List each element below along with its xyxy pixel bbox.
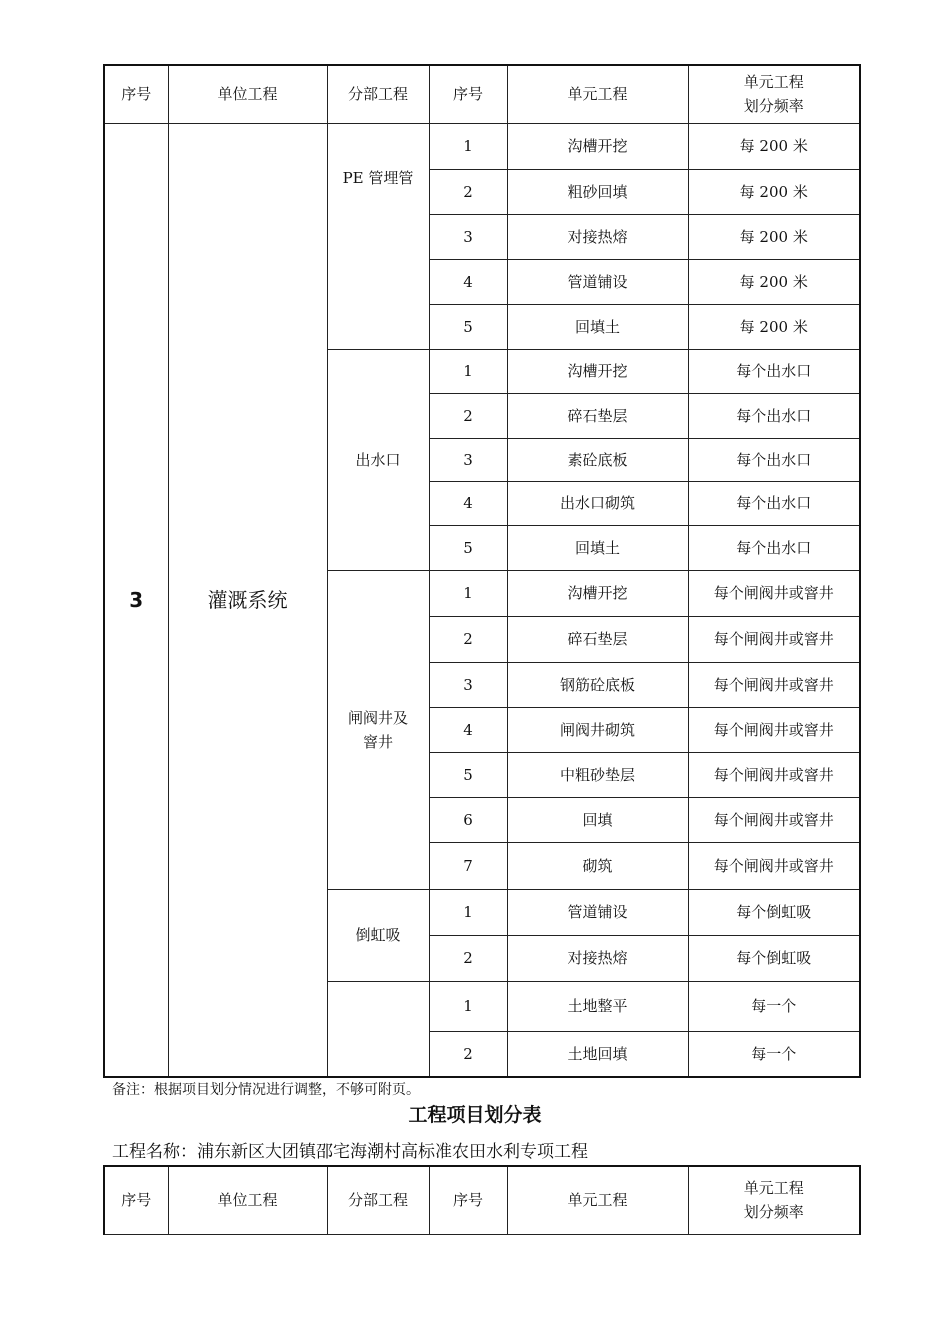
sub-project-cell: PE 管埋管 [327, 123, 429, 349]
table-row: 5 回填土 每 200 米 [104, 304, 860, 349]
table-row: 3 对接热熔 每 200 米 [104, 214, 860, 259]
table-row: 5 中粗砂垫层 每个闸阀井或窨井 [104, 752, 860, 797]
header-freq: 单元工程 划分频率 [688, 1166, 860, 1234]
header-sub-seq: 序号 [429, 65, 507, 123]
table-header-row [104, 65, 860, 123]
unit-project-cell: 灌溉系统 [168, 123, 327, 1077]
table-row: 4 闸阀井砌筑 每个闸阀井或窨井 [104, 707, 860, 752]
seq-cell: 3 [104, 123, 168, 1077]
table-row: 3 灌溉系统 PE 管埋管 1 沟槽开挖 每 200 米 [104, 123, 860, 169]
sub-project-cell: 出水口 [327, 349, 429, 570]
table-row: 2 土地回填 每一个 [104, 1031, 860, 1077]
project-name: 工程名称：浦东新区大团镇邵宅海潮村高标准农田水利专项工程 [112, 1142, 588, 1162]
table-row: 出水口 1 沟槽开挖 每个出水口 [104, 349, 860, 393]
table-row: 4 管道铺设 每 200 米 [104, 259, 860, 304]
header-element: 单元工程 [507, 65, 688, 123]
table-row: 7 砌筑 每个闸阀井或窨井 [104, 842, 860, 889]
header-seq: 序号 [104, 1166, 168, 1234]
table-header-row [104, 1166, 860, 1234]
sub-project-cell: 倒虹吸 [327, 889, 429, 981]
division-table [103, 64, 861, 1078]
header-element: 单元工程 [507, 1166, 688, 1234]
table-row: 2 碎石垫层 每个出水口 [104, 393, 860, 438]
table-row: 闸阀井及 窨井 1 沟槽开挖 每个闸阀井或窨井 [104, 570, 860, 616]
table-row: 5 回填土 每个出水口 [104, 525, 860, 570]
table-row: 2 碎石垫层 每个闸阀井或窨井 [104, 616, 860, 662]
table-row: 1 土地整平 每一个 [104, 981, 860, 1031]
header-seq: 序号 [104, 65, 168, 123]
table-row: 2 粗砂回填 每 200 米 [104, 169, 860, 214]
sub-project-cell [327, 981, 429, 1077]
header-sub-seq: 序号 [429, 1166, 507, 1234]
table-row: 2 对接热熔 每个倒虹吸 [104, 935, 860, 981]
division-table-header [103, 1165, 861, 1235]
header-unit-project: 单位工程 [168, 65, 327, 123]
sub-project-cell: 闸阀井及 窨井 [327, 570, 429, 889]
table-row: 3 素砼底板 每个出水口 [104, 438, 860, 481]
header-freq: 单元工程 划分频率 [688, 65, 860, 123]
table-row: 3 钢筋砼底板 每个闸阀井或窨井 [104, 662, 860, 707]
table-note: 备注：根据项目划分情况进行调整，不够可附页。 [112, 1082, 420, 1098]
header-sub-project: 分部工程 [327, 65, 429, 123]
table-row: 倒虹吸 1 管道铺设 每个倒虹吸 [104, 889, 860, 935]
table-row: 6 回填 每个闸阀井或窨井 [104, 797, 860, 842]
table-row: 4 出水口砌筑 每个出水口 [104, 481, 860, 525]
header-sub-project: 分部工程 [327, 1166, 429, 1234]
page-title: 工程项目划分表 [408, 1104, 542, 1126]
header-unit-project: 单位工程 [168, 1166, 327, 1234]
